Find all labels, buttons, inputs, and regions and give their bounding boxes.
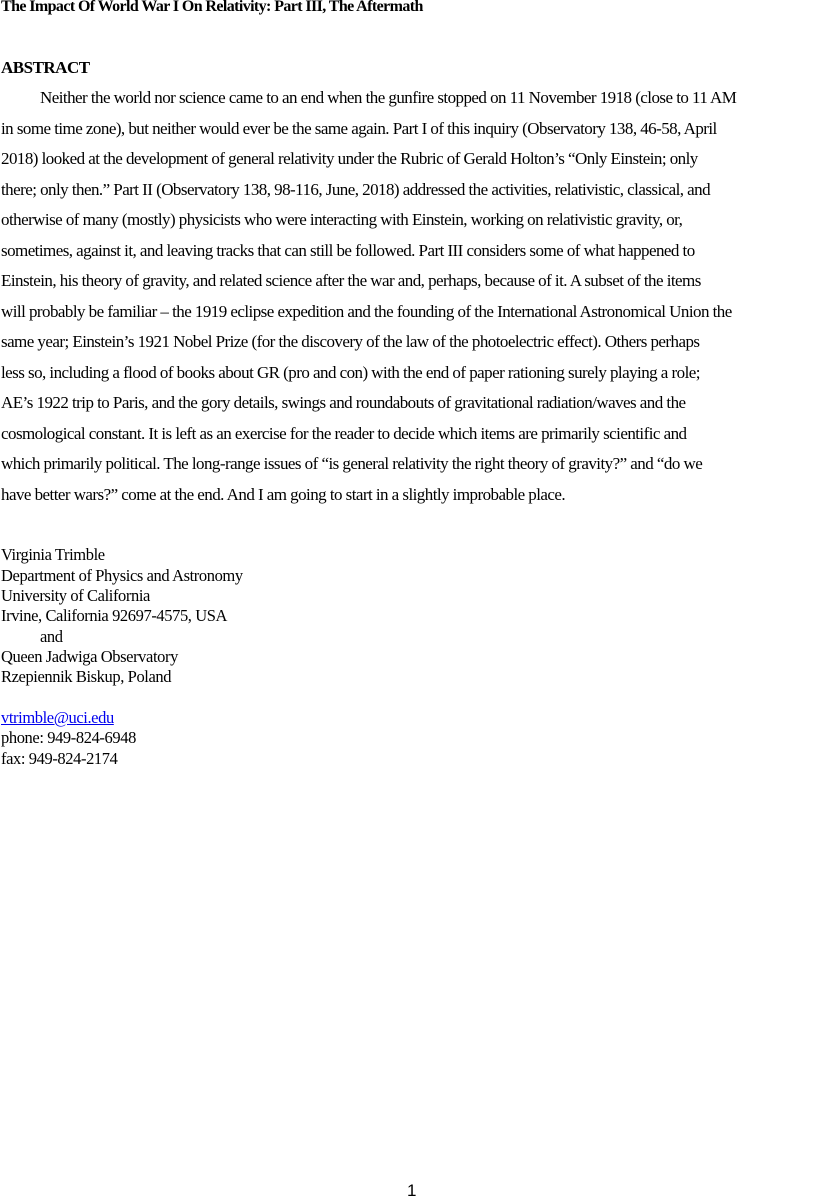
author-observatory-location: Rzepiennik Biskup, Poland — [1, 667, 172, 686]
author-department: Department of Physics and Astronomy — [1, 566, 243, 585]
fax-number: fax: 949-824-2174 — [1, 749, 118, 768]
abstract-line: same year; Einstein’s 1921 Nobel Prize (for the discovery of the law of the photoelectric effect). Others perhaps — [1, 332, 700, 351]
abstract-line: cosmological constant. It is left as an exercise for the reader to decide which items are primarily scientific and — [1, 424, 687, 443]
author-city: Irvine, California 92697-4575, USA — [1, 606, 228, 625]
phone-number: phone: 949-824-6948 — [1, 728, 136, 747]
paper-title: The Impact Of World War I On Relativity: Part III, The Aftermath — [1, 0, 423, 15]
abstract-heading: ABSTRACT — [1, 58, 90, 77]
abstract-line: otherwise of many (mostly) physicists who were interacting with Einstein, working on relativistic gravity, or, — [1, 210, 683, 229]
abstract-line: there; only then.” Part II (Observatory 138, 98-116, June, 2018) addressed the activities, relativistic, classical, and — [1, 180, 711, 199]
author-name: Virginia Trimble — [1, 545, 105, 564]
abstract-line: AE’s 1922 trip to Paris, and the gory details, swings and roundabouts of gravitational radiation/waves and the — [1, 393, 686, 412]
abstract-line: in some time zone), but neither would ever be the same again. Part I of this inquiry (Observatory 138, 46-58, April — [1, 119, 717, 138]
author-and: and — [40, 627, 63, 646]
abstract-line: Einstein, his theory of gravity, and related science after the war and, perhaps, because of it. A subset of the items — [1, 271, 701, 290]
author-observatory: Queen Jadwiga Observatory — [1, 647, 178, 666]
abstract-line: which primarily political. The long-range issues of “is general relativity the right theory of gravity?” and “do we — [1, 454, 703, 473]
abstract-line: have better wars?” come at the end. And I am going to start in a slightly improbable place. — [1, 485, 566, 504]
abstract-line: 2018) looked at the development of general relativity under the Rubric of Gerald Holton’s “Only Einstein; only — [1, 149, 698, 168]
email-link[interactable]: vtrimble@uci.edu — [1, 708, 114, 727]
abstract-line: Neither the world nor science came to an end when the gunfire stopped on 11 November 1918 (close to 11 AM — [40, 88, 737, 107]
abstract-line: will probably be familiar – the 1919 eclipse expedition and the founding of the International Astronomical Union the — [1, 302, 732, 321]
abstract-line: sometimes, against it, and leaving tracks that can still be followed. Part III considers some of what happened to — [1, 241, 695, 260]
author-university: University of California — [1, 586, 150, 605]
abstract-line: less so, including a flood of books about GR (pro and con) with the end of paper rationing surely playing a role; — [1, 363, 700, 382]
page-number: 1 — [407, 1181, 417, 1200]
